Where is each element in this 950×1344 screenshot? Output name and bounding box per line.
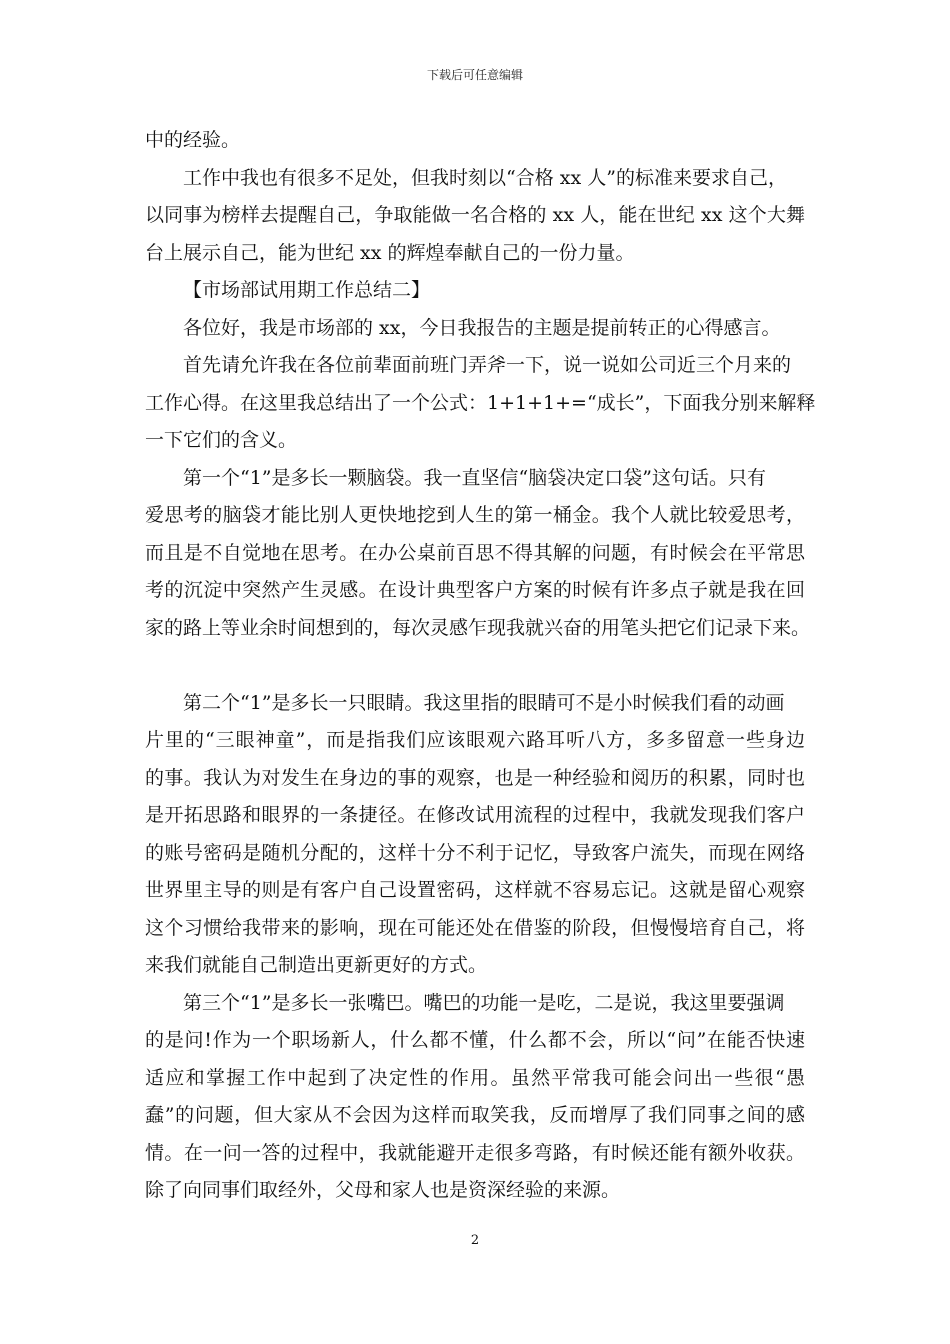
text-line: 的事。我认为对发生在身边的事的观察，也是一种经验和阅历的积累，同时也 — [145, 766, 805, 789]
text-line: 情。在一问一答的过程中，我就能避开走很多弯路，有时候还能有额外收获。 — [145, 1141, 805, 1164]
paragraph-line: 第二个“1”是多长一只眼睛。我这里指的眼睛可不是小时候我们看的动画 — [183, 691, 785, 714]
text-line: 以同事为榜样去提醒自己，争取能做一名合格的 xx 人，能在世纪 xx 这个大舞 — [145, 204, 805, 226]
paragraph-line: 首先请允许我在各位前辈面前班门弄斧一下，说一说如公司近三个月来的 — [183, 354, 792, 376]
text-line: 蠢”的问题，但大家从不会因为这样而取笑我，反而增厚了我们同事之间的感 — [145, 1104, 805, 1126]
document-body — [145, 122, 816, 1210]
text-line: 适应和掌握工作中起到了决定性的作用。虽然平常我可能会问出一些很“愚 — [145, 1066, 805, 1089]
text-line: 家的路上等业余时间想到的，每次灵感乍现我就兴奋的用笔头把它们记录下来。 — [145, 616, 811, 639]
text-line: 的是问!作为一个职场新人，什么都不懂，什么都不会，所以“问”在能否快速 — [145, 1029, 805, 1051]
paragraph-line: 各位好，我是市场部的 xx，今日我报告的主题是提前转正的心得感言。 — [183, 316, 781, 339]
text-line: 工作心得。在这里我总结出了一个公式：1+1+1+=“成长”，下面我分别来解释 — [145, 391, 816, 414]
section-heading: 【市场部试用期工作总结二】 — [183, 279, 431, 301]
text-line: 是开拓思路和眼界的一条捷径。在修改试用流程的过程中，我就发现我们客户 — [145, 804, 805, 826]
text-line: 考的沉淀中突然产生灵感。在设计典型客户方案的时候有许多点子就是我在回 — [145, 579, 805, 601]
text-line: 台上展示自己，能为世纪 xx 的辉煌奉献自己的一份力量。 — [145, 241, 635, 264]
text-line: 爱思考的脑袋才能比别人更快地挖到人生的第一桶金。我个人就比较爱思考， — [145, 504, 805, 526]
page-number: 2 — [470, 1233, 480, 1248]
text-line: 这个习惯给我带来的影响，现在可能还处在借鉴的阶段，但慢慢培育自己，将 — [145, 916, 805, 939]
text-line: 除了向同事们取经外，父母和家人也是资深经验的来源。 — [145, 1179, 621, 1201]
paragraph-line: 工作中我也有很多不足处，但我时刻以“合格 xx 人”的标准来要求自己， — [183, 166, 787, 189]
text-line: 世界里主导的则是有客户自己设置密码，这样就不容易忘记。这就是留心观察 — [145, 879, 805, 901]
paragraph-gap — [145, 647, 805, 685]
paragraph-line: 第一个“1”是多长一颗脑袋。我一直坚信“脑袋决定口袋”这句话。只有 — [183, 466, 766, 489]
text-line: 中的经验。 — [145, 129, 241, 151]
text-line: 的账号密码是随机分配的，这样十分不利于记忆，导致客户流失，而现在网络 — [145, 841, 805, 864]
text-line: 片里的“三眼神童”，而是指我们应该眼观六路耳听八方，多多留意一些身边 — [145, 729, 805, 751]
text-line: 而且是不自觉地在思考。在办公桌前百思不得其解的问题，有时候会在平常思 — [145, 541, 805, 564]
text-line: 来我们就能自己制造出更新更好的方式。 — [145, 954, 488, 976]
text-line: 一下它们的含义。 — [145, 429, 298, 451]
page-header: 下载后可任意编辑 — [426, 68, 523, 82]
paragraph-line: 第三个“1”是多长一张嘴巴。嘴巴的功能一是吃，二是说，我这里要强调 — [183, 991, 785, 1014]
